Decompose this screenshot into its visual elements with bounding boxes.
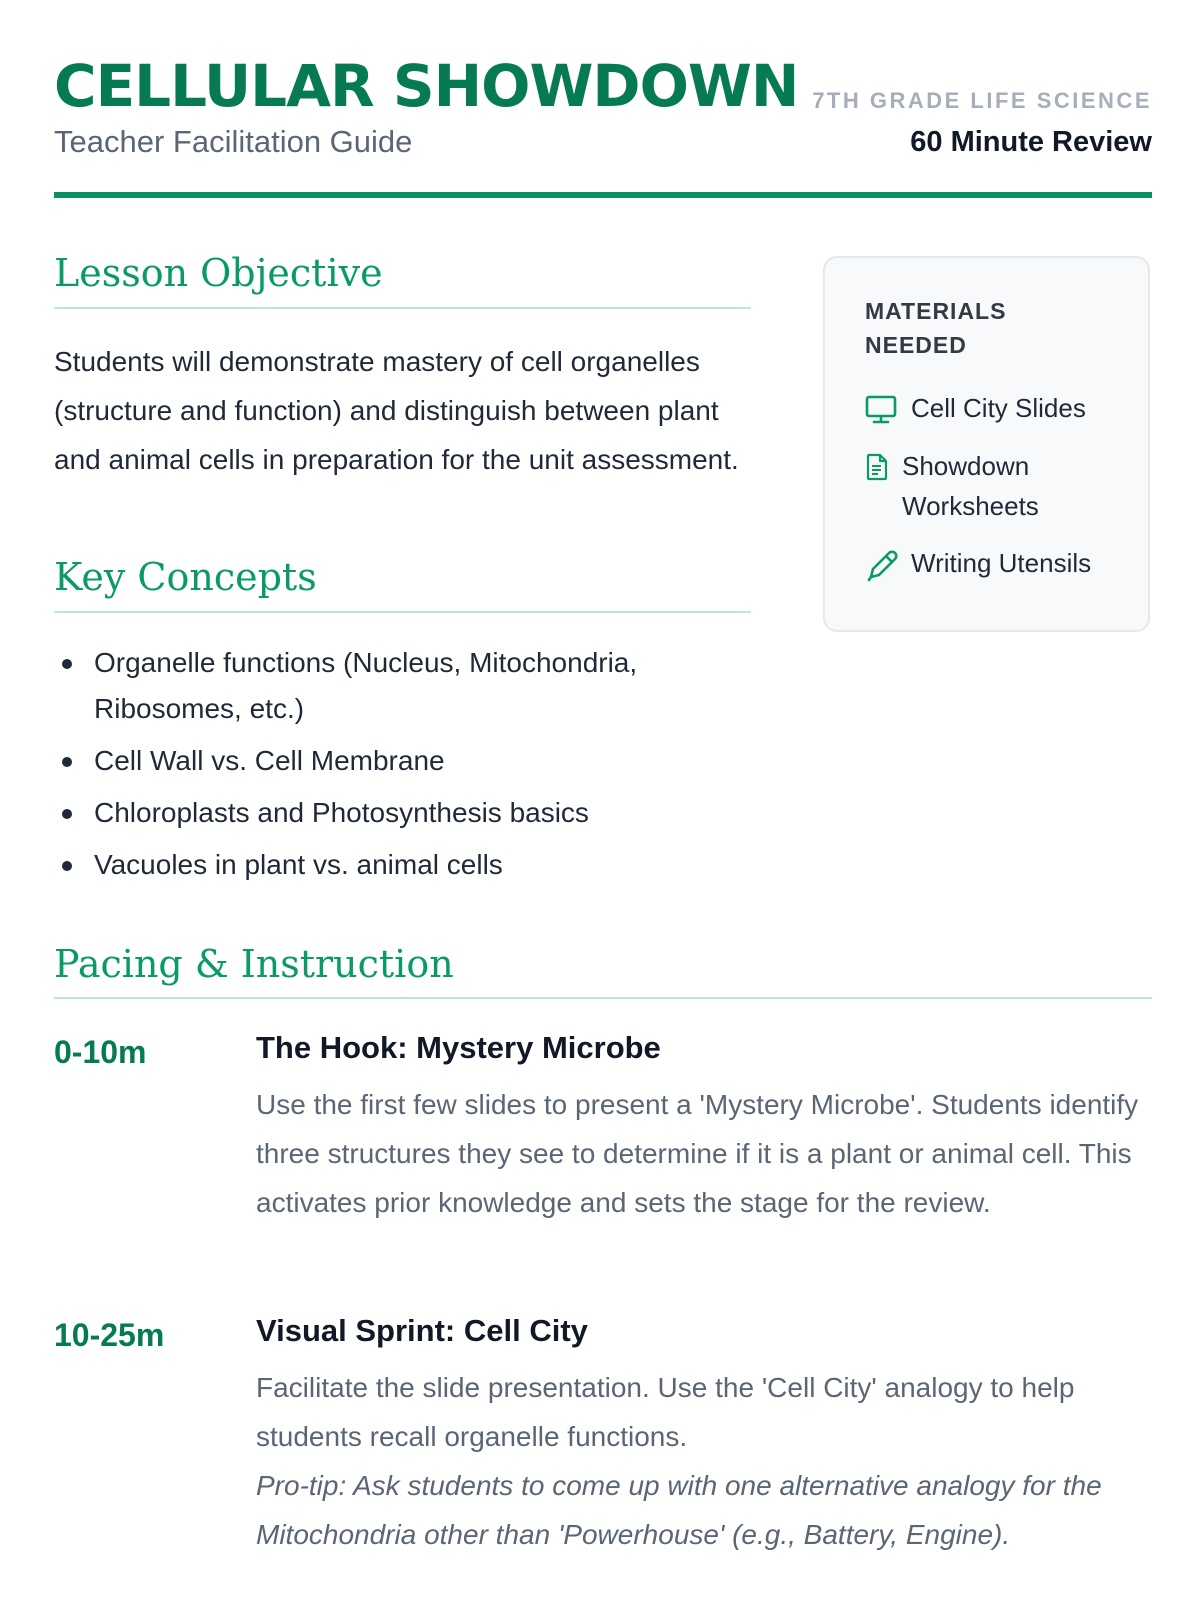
list-item <box>54 640 754 732</box>
key-concepts-divider <box>54 611 751 613</box>
pacing-divider <box>54 997 1152 999</box>
segment-title: The Hook: Mystery Microbe <box>256 1030 661 1065</box>
segment-description: Use the first few slides to present a 'Mystery Microbe'. Students identify three structures they see to determine if it is a plant or animal cell. This activates prior knowledge and sets the stage for the review. <box>256 1089 1139 1218</box>
concept-text: Organelle functions (Nucleus, Mitochondria, Ribosomes, etc.) <box>94 647 638 724</box>
list-item <box>54 790 754 836</box>
segment-title: Visual Sprint: Cell City <box>256 1313 588 1348</box>
duration-label: 60 Minute Review <box>910 126 1152 158</box>
bullet-icon <box>62 659 72 669</box>
material-item-utensils <box>865 543 1125 587</box>
material-label: Cell City Slides <box>911 393 1086 423</box>
concept-text: Cell Wall vs. Cell Membrane <box>94 745 445 776</box>
segment-description: Facilitate the slide presentation. Use the 'Cell City' analogy to help students recall organelle functions. <box>256 1372 1075 1452</box>
material-label: Writing Utensils <box>911 548 1092 578</box>
pacing-heading: Pacing & Instruction <box>54 942 454 986</box>
segment-tip: Pro-tip: Ask students to come up with one alternative analogy for the Mitochondria other than 'Powerhouse' (e.g., Battery, Engine). <box>256 1470 1102 1550</box>
pencil-icon <box>865 549 899 594</box>
materials-heading: MATERIALS NEEDED <box>865 298 1007 358</box>
bullet-icon <box>62 809 72 819</box>
key-concepts-heading: Key Concepts <box>54 555 317 599</box>
materials-card <box>823 256 1150 632</box>
segment-time: 0-10m <box>54 1034 147 1070</box>
objective-text: Students will demonstrate mastery of cell organelles (structure and function) and distinguish between plant and animal cells in preparation for the unit assessment. <box>54 346 739 475</box>
guide-header <box>54 52 1152 202</box>
page-subtitle: Teacher Facilitation Guide <box>54 124 413 159</box>
grade-level-label: 7TH GRADE LIFE SCIENCE <box>812 88 1152 113</box>
material-item-slides <box>865 388 1125 432</box>
concept-text: Vacuoles in plant vs. animal cells <box>94 849 503 880</box>
header-divider <box>54 192 1152 198</box>
monitor-icon <box>865 394 897 435</box>
page-title: CELLULAR SHOWDOWN <box>54 52 799 120</box>
objective-divider <box>54 307 751 309</box>
concept-text: Chloroplasts and Photosynthesis basics <box>94 797 589 828</box>
lesson-guide-page <box>54 0 1152 1600</box>
material-label: Showdown Worksheets <box>902 451 1039 521</box>
pacing-segment <box>256 1311 1156 1559</box>
list-item <box>54 842 754 888</box>
material-item-worksheets <box>865 446 1125 530</box>
key-concepts-list <box>54 640 754 894</box>
list-item <box>54 738 754 784</box>
pacing-segment <box>256 1028 1156 1227</box>
bullet-icon <box>62 861 72 871</box>
segment-time: 10-25m <box>54 1317 165 1353</box>
objective-heading: Lesson Objective <box>54 251 383 295</box>
bullet-icon <box>62 757 72 767</box>
document-icon <box>865 452 889 492</box>
